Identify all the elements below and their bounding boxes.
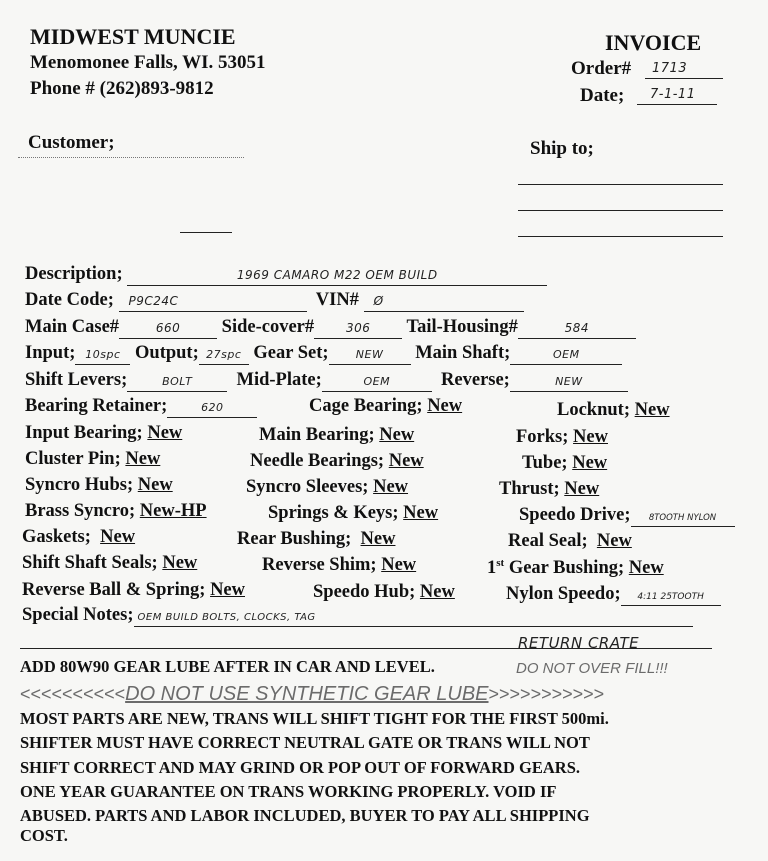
first-gear-bushing-label: 1st Gear Bushing;	[487, 557, 625, 579]
ship-to-label: Ship to;	[530, 138, 594, 159]
needle-bearings-field	[250, 451, 424, 472]
description-value: 1969 CAMARO M22 OEM BUILD	[236, 268, 438, 282]
gaskets-field	[22, 527, 135, 548]
rear-bushing-field	[237, 529, 395, 550]
shift-shaft-seals-label: Shift Shaft Seals;	[22, 553, 158, 573]
main-bearing-value: New	[379, 425, 415, 445]
tube-label: Tube;	[522, 453, 568, 473]
warning-line-1: MOST PARTS ARE NEW, TRANS WILL SHIFT TIGHT FOR THE FIRST 500mi.	[20, 709, 609, 728]
springs-keys-value: New	[403, 503, 439, 523]
order-number-label: Order#	[571, 58, 632, 79]
date-value: 7-1-11	[650, 87, 696, 102]
forks-field	[516, 427, 608, 448]
description-label: Description;	[25, 264, 123, 284]
warning-line-5: ABUSED. PARTS AND LABOR INCLUDED, BUYER TO PAY ALL SHIPPING	[20, 806, 590, 825]
main-bearing-label: Main Bearing;	[259, 425, 375, 445]
real-seal-field	[508, 531, 632, 552]
order-number-value: 1713	[652, 61, 688, 76]
input-bearing-field	[25, 423, 182, 444]
rear-bushing-value: New	[360, 529, 396, 549]
company-address: Menomonee Falls, WI. 53051	[30, 52, 266, 73]
locknut-value: New	[634, 400, 670, 420]
brass-syncro-label: Brass Syncro;	[25, 501, 136, 521]
gaskets-value: New	[100, 527, 136, 547]
reverse-shim-label: Reverse Shim;	[262, 555, 377, 575]
tail-housing-value: 584	[564, 321, 590, 335]
cluster-pin-label: Cluster Pin;	[25, 449, 121, 469]
customer-label: Customer;	[28, 132, 115, 153]
nylon-speedo-value: 4:11 25TOOTH	[637, 592, 704, 602]
cluster-pin-value: New	[125, 449, 161, 469]
company-name: MIDWEST MUNCIE	[30, 24, 236, 49]
special-notes-value: OEM BUILD BOLTS, CLOCKS, TAG	[137, 612, 316, 623]
reverse-ball-spring-label: Reverse Ball & Spring;	[22, 580, 206, 600]
vin-label: VIN#	[315, 290, 359, 310]
gaskets-label: Gaskets;	[22, 527, 91, 547]
synthetic-warning	[20, 683, 604, 706]
side-cover-label: Side-cover#	[221, 317, 315, 337]
first-gear-bushing-value: New	[628, 558, 664, 579]
syncro-sleeves-label: Syncro Sleeves;	[246, 477, 369, 497]
input-bearing-value: New	[147, 423, 183, 443]
speedo-hub-label: Speedo Hub;	[313, 582, 416, 602]
nylon-speedo-label: Nylon Speedo;	[506, 584, 621, 604]
locknut-label: Locknut;	[557, 400, 630, 420]
gear-set-label: Gear Set;	[253, 343, 329, 363]
bearing-retainer-value: 620	[201, 401, 224, 414]
shift-levers-label: Shift Levers;	[25, 370, 128, 390]
warning-line-6: COST.	[20, 826, 68, 845]
main-case-label: Main Case#	[25, 317, 120, 337]
speedo-hub-field	[313, 582, 455, 603]
special-notes-row	[22, 605, 693, 627]
brass-syncro-field	[25, 501, 207, 522]
nylon-speedo-field	[506, 584, 721, 606]
bearing-retainer-label: Bearing Retainer;	[25, 396, 168, 416]
input-value: 10spc	[85, 348, 121, 361]
tube-value: New	[572, 453, 608, 473]
output-label: Output;	[135, 343, 199, 363]
reverse-shim-field	[262, 555, 416, 576]
tail-housing-label: Tail-Housing#	[406, 317, 518, 337]
real-seal-value: New	[596, 531, 632, 551]
speedo-drive-field	[519, 505, 735, 527]
input-label: Input;	[25, 343, 76, 363]
locknut-field	[557, 400, 670, 421]
date-code-row	[25, 290, 524, 312]
brass-syncro-value: New-HP	[139, 501, 207, 521]
main-shaft-value: OEM	[552, 348, 580, 361]
main-case-value: 660	[155, 321, 181, 335]
warning-line-3: SHIFT CORRECT AND MAY GRIND OR POP OUT OF FORWARD GEARS.	[20, 758, 581, 777]
reverse-value: NEW	[555, 375, 583, 388]
forks-value: New	[573, 427, 608, 447]
side-cover-value: 306	[345, 321, 371, 335]
reverse-ball-spring-field	[22, 580, 245, 601]
first-gear-bushing-field	[487, 557, 664, 579]
cluster-pin-field	[25, 449, 160, 470]
forks-label: Forks;	[516, 427, 569, 447]
return-crate-note: RETURN CRATE	[518, 634, 640, 652]
cage-bearing-field	[309, 396, 462, 417]
speedo-hub-value: New	[419, 582, 455, 602]
speedo-drive-label: Speedo Drive;	[519, 505, 631, 525]
speedo-drive-value: 8TOOTH NYLON	[648, 513, 717, 523]
syncro-sleeves-field	[246, 477, 408, 498]
synthetic-warning-right-arrows: >>>>>>>>>>>	[488, 684, 605, 704]
company-phone: Phone # (262)893-9812	[30, 78, 214, 99]
thrust-label: Thrust;	[499, 479, 560, 499]
synthetic-warning-left-arrows: <<<<<<<<<<	[20, 684, 126, 704]
reverse-label: Reverse;	[441, 370, 510, 390]
over-fill-note: DO NOT OVER FILL!!!	[516, 660, 668, 677]
needle-bearings-value: New	[388, 451, 424, 471]
special-notes-label: Special Notes;	[22, 605, 134, 625]
reverse-ball-spring-value: New	[210, 580, 245, 600]
needle-bearings-label: Needle Bearings;	[250, 451, 385, 471]
syncro-hubs-label: Syncro Hubs;	[25, 475, 134, 495]
gear-set-value: NEW	[355, 348, 384, 361]
case-row	[25, 317, 636, 339]
output-value: 27spc	[206, 348, 242, 361]
date-code-value: P9C24C	[128, 294, 179, 308]
cage-bearing-label: Cage Bearing;	[309, 396, 423, 416]
tube-field	[522, 453, 607, 474]
shift-levers-value: BOLT	[162, 375, 193, 388]
syncro-sleeves-value: New	[373, 477, 409, 497]
mid-plate-value: OEM	[363, 375, 391, 388]
invoice-title: INVOICE	[605, 30, 702, 55]
syncro-hubs-value: New	[137, 475, 173, 495]
warning-line-4: ONE YEAR GUARANTEE ON TRANS WORKING PROPERLY. VOID IF	[20, 782, 557, 801]
shift-shaft-seals-field	[22, 553, 197, 574]
lube-note: ADD 80W90 GEAR LUBE AFTER IN CAR AND LEVEL.	[20, 657, 435, 676]
springs-keys-label: Springs & Keys;	[268, 503, 399, 523]
syncro-hubs-field	[25, 475, 173, 496]
bearing-retainer-row	[25, 396, 257, 418]
rear-bushing-label: Rear Bushing;	[237, 529, 352, 549]
date-code-label: Date Code;	[25, 290, 114, 310]
date-label: Date;	[580, 85, 625, 106]
reverse-shim-value: New	[381, 555, 417, 575]
mid-plate-label: Mid-Plate;	[236, 370, 322, 390]
main-shaft-label: Main Shaft;	[415, 343, 511, 363]
shift-shaft-seals-value: New	[162, 553, 198, 573]
thrust-field	[499, 479, 599, 500]
synthetic-warning-text: DO NOT USE SYNTHETIC GEAR LUBE	[125, 683, 489, 705]
input-bearing-label: Input Bearing;	[25, 423, 143, 443]
springs-keys-field	[268, 503, 438, 524]
description-row	[25, 264, 547, 286]
main-bearing-field	[259, 425, 414, 446]
input-row	[25, 343, 622, 365]
vin-value: Ø	[373, 294, 384, 308]
cage-bearing-value: New	[427, 396, 463, 416]
real-seal-label: Real Seal;	[508, 531, 588, 551]
warning-line-2: SHIFTER MUST HAVE CORRECT NEUTRAL GATE OR TRANS WILL NOT	[20, 733, 590, 752]
shift-levers-row	[25, 370, 628, 392]
thrust-value: New	[564, 479, 600, 499]
